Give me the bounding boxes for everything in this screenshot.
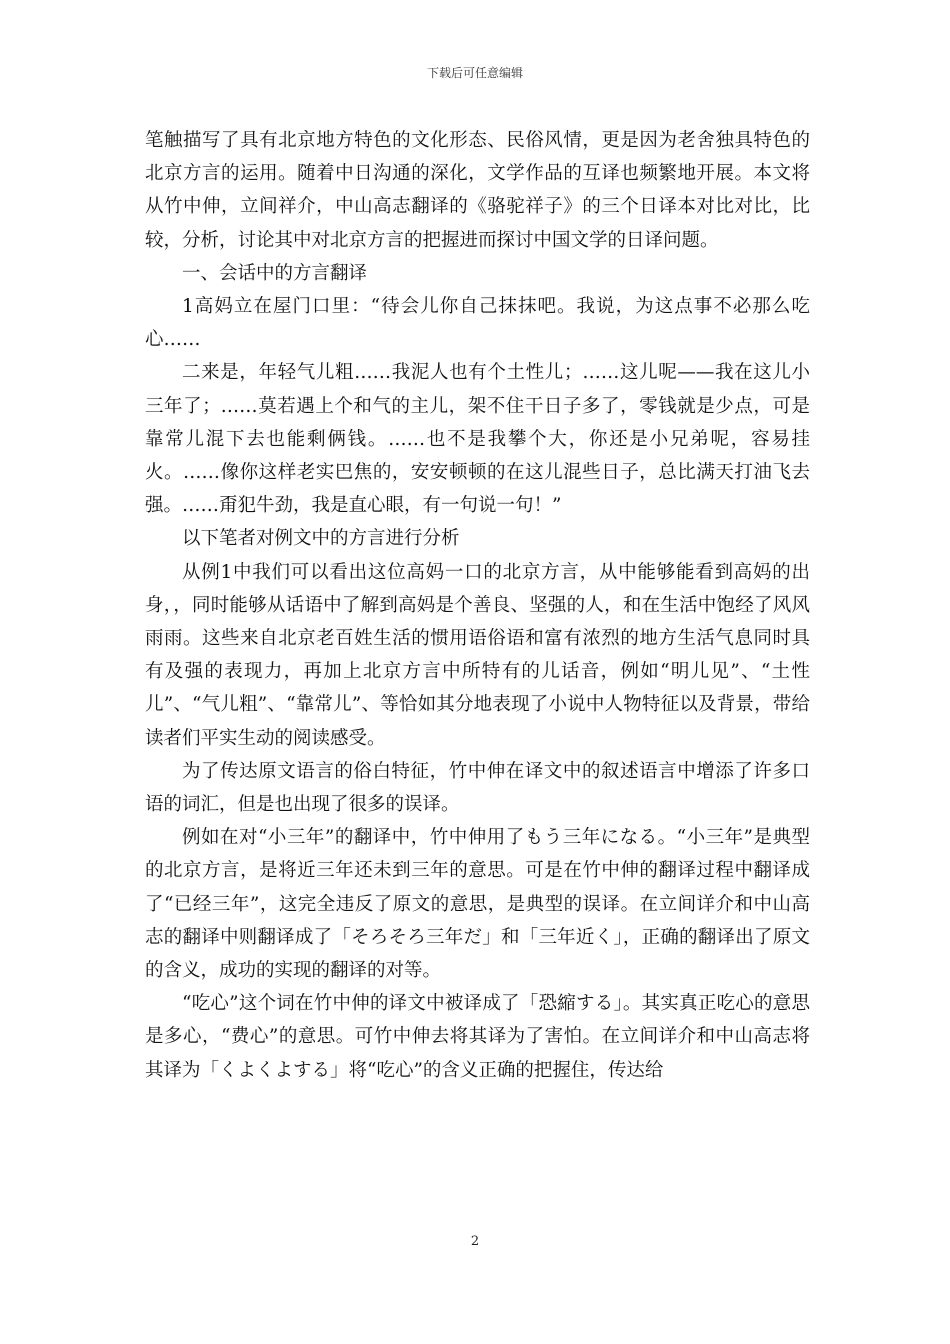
page-header: 下载后可任意编辑 (426, 66, 523, 80)
analysis-intro: 以下笔者对例文中的方言进行分析 (182, 528, 460, 550)
paragraph-1: 笔触描写了具有北京地方特色的文化形态、民俗风情，更是因为老舍独具特色的北京方言的运用。随着中日沟通的深化，文学作品的互译也频繁地开展。本文将从竹中伸，立间祥介，中山高志翻译的《骆驼祥子》的三个日译本对比对比，比较，分析，讨论其中对北京方言的把握进而探讨中国文学的日译问题。 (145, 130, 810, 251)
page-number: 2 (470, 1234, 480, 1249)
paragraph-example-chixin: “吃心”这个词在竹中伸的译文中被译成了「恐縮する」。其实真正吃心的意思是多心，“费心”的意思。可竹中伸去将其译为了害怕。在立间详介和中山高志将其译为「くよくよする」将“吃心”的含义正确的把握住，传达给 (145, 993, 810, 1081)
paragraph-analysis: 从例1中我们可以看出这位高妈一口的北京方言，从中能够能看到高妈的出身，，同时能够从话语中了解到高妈是个善良、坚强的人，和在生活中饱经了风风雨雨。这些来自北京老百姓生活的惯用语俗语和富有浓烈的地方生活气息同时具有及强的表现力，再加上北京方言中所特有的儿话音，例如“明儿见”、“土性儿”、“气儿粗”、“靠常儿”、等恰如其分地表现了小说中人物特征以及背景，带给读者们平实生动的阅读感受。 (145, 561, 810, 749)
section-heading: 一、会话中的方言翻译 (182, 262, 368, 284)
document-body (145, 124, 810, 1087)
example-quote-1: 1高妈立在屋门口里：“待会儿你自己抹抹吧。我说，为这点事不必那么吃心…… (145, 296, 810, 351)
paragraph-example-xiaosannian: 例如在对“小三年”的翻译中，竹中伸用了もう三年になる。“小三年”是典型的北京方言，是将近三年还未到三年的意思。可是在竹中伸的翻译过程中翻译成了“已经三年”，这完全违反了原文的意思，是典型的误译。在立间详介和中山高志的翻译中则翻译成了「そろそろ三年だ」和「三年近く」，正确的翻译出了原文的含义，成功的实现的翻译的对等。 (145, 827, 810, 982)
paragraph-translation: 为了传达原文语言的俗白特征，竹中伸在译文中的叙述语言中增添了许多口语的词汇，但是也出现了很多的误译。 (145, 760, 810, 816)
example-quote-2: 二来是，年轻气儿粗……我泥人也有个土性儿；……这儿呢——我在这儿小三年了；……莫若遇上个和气的主儿，架不住干日子多了，零钱就是少点，可是靠常儿混下去也能剩俩钱。……也不是我攀个大，你还是小兄弟呢，容易挂火。……像你这样老实巴焦的，安安顿顿的在这儿混些日子，总比满天打油飞去强。……甭犯牛劲，我是直心眼，有一句说一句！” (145, 362, 810, 517)
